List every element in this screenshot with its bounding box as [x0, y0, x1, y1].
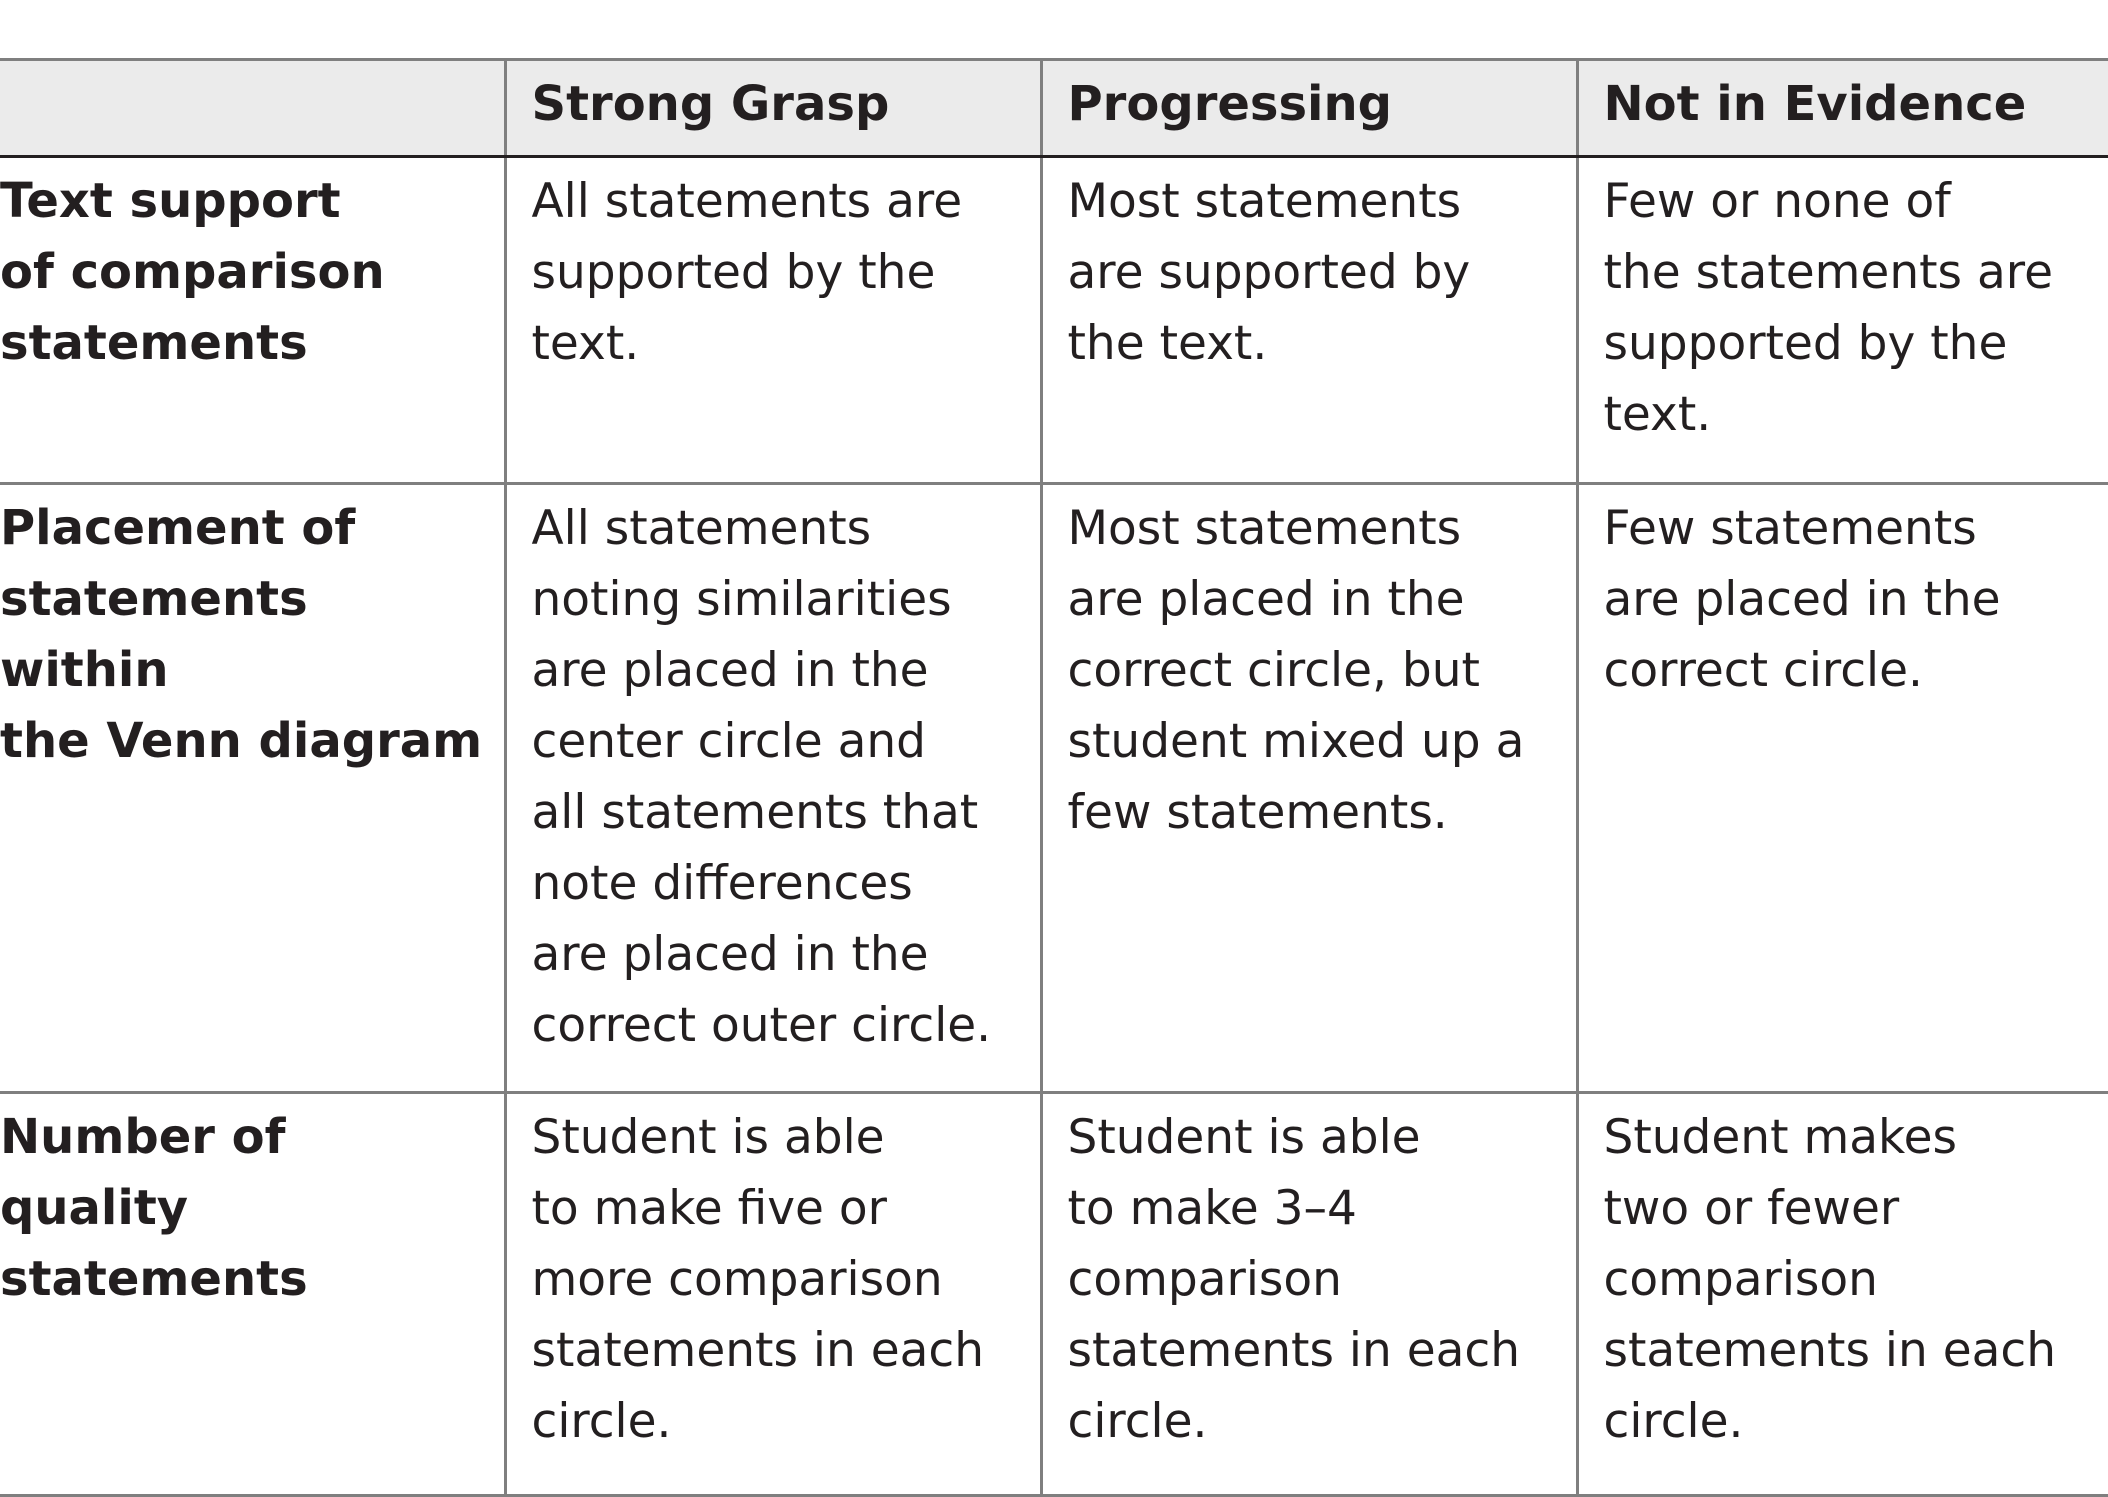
- cell-progressing: Student is able to make 3–4 comparison statements in each circle.: [1041, 1093, 1577, 1496]
- criterion-placement: Placement of statements within the Venn diagram: [0, 484, 505, 1093]
- cell-not-in-evidence: Few statements are placed in the correct circle.: [1577, 484, 2108, 1093]
- header-progressing: Progressing: [1041, 60, 1577, 157]
- header-row: [0, 60, 2108, 157]
- cell-progressing: Most statements are supported by the text.: [1041, 157, 1577, 484]
- table-row: [0, 484, 2108, 1093]
- cell-progressing: Most statements are placed in the correct circle, but student mixed up a few statements.: [1041, 484, 1577, 1093]
- table-row: [0, 157, 2108, 484]
- cell-strong-grasp: All statements noting similarities are placed in the center circle and all statements that note differences are placed in the correct outer circle.: [505, 484, 1041, 1093]
- header-not-in-evidence: Not in Evidence: [1577, 60, 2108, 157]
- rubric-table: [0, 58, 2108, 1497]
- header-strong-grasp: Strong Grasp: [505, 60, 1041, 157]
- cell-strong-grasp: All statements are supported by the text.: [505, 157, 1041, 484]
- header-cell-blank: [0, 60, 505, 157]
- cell-strong-grasp: Student is able to make five or more comparison statements in each circle.: [505, 1093, 1041, 1496]
- criterion-number-of-statements: Number of quality statements: [0, 1093, 505, 1496]
- cell-not-in-evidence: Student makes two or fewer comparison statements in each circle.: [1577, 1093, 2108, 1496]
- table-row: [0, 1093, 2108, 1496]
- cell-not-in-evidence: Few or none of the statements are supported by the text.: [1577, 157, 2108, 484]
- criterion-text-support: Text support of comparison statements: [0, 157, 505, 484]
